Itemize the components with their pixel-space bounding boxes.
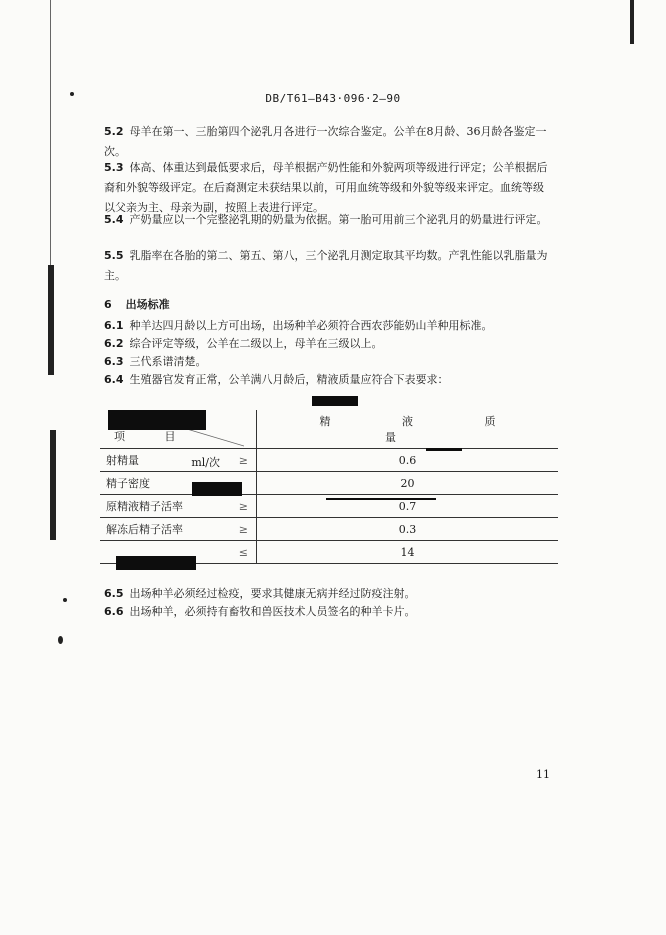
semen-quality-table [100, 410, 558, 564]
redaction-bar [312, 396, 358, 406]
punch-hole [63, 598, 67, 602]
table-row: ≤ 14 [100, 541, 558, 564]
scan-edge-mark [630, 0, 634, 44]
redaction-bar [326, 498, 436, 500]
clause-6-6: 6.6 出场种羊，必须持有畜牧和兽医技术人员签名的种羊卡片。 [104, 605, 416, 618]
clause-6-1: 6.1 种羊达四月龄以上方可出场，出场种羊必须符合西农莎能奶山羊种用标准。 [104, 319, 493, 332]
clause-6-4: 6.4 生殖器官发育正常，公羊满八月龄后，精液质量应符合下表要求： [104, 373, 449, 386]
redaction-bar [116, 556, 196, 570]
redaction-bar [426, 448, 462, 451]
clause-6-2: 6.2 综合评定等级，公羊在二级以上，母羊在三级以上。 [104, 337, 383, 350]
scan-edge-mark [48, 265, 54, 375]
clause-5-2: 5.2 母羊在第一、三胎第四个泌乳月各进行一次综合鉴定。公羊在8月龄、36月龄各鉴定一次。 [104, 125, 547, 158]
clause-5-3: 5.3 体高、体重达到最低要求后，母羊根据产奶性能和外貌两项等级进行评定；公羊根据后裔和外貌等级评定。在后裔测定未获结果以前，可用血统等级和外貌等级来评定。血统等级以父亲为主、母亲为副，按照上表进行评定。 [104, 161, 548, 214]
clause-6-3: 6.3 三代系谱清楚。 [104, 355, 207, 368]
table-header-quality: 精 液 质 量 [257, 410, 559, 449]
punch-hole [58, 636, 63, 644]
redaction-bar [192, 482, 242, 496]
scan-edge-mark [50, 430, 56, 540]
redaction-bar [108, 410, 206, 430]
clause-6-5: 6.5 出场种羊必须经过检疫，要求其健康无病并经过防疫注射。 [104, 587, 416, 600]
table-row: 解冻后精子活率 ≥ 0.3 [100, 518, 558, 541]
section-6-heading: 6 出场标准 [104, 298, 170, 311]
table-row: 精子密度 20 [100, 472, 558, 495]
table-header-item: 项 目 [100, 410, 257, 449]
clause-5-5: 5.5 乳脂率在各胎的第二、第五、第八，三个泌乳月测定取其平均数。产乳性能以乳脂量为主。 [104, 249, 548, 282]
page-number: 11 [536, 768, 550, 781]
table-row: 原精液精子活率 ≥ 0.7 [100, 495, 558, 518]
clause-5-4: 5.4 产奶量应以一个完整泌乳期的奶量为依据。第一胎可用前三个泌乳月的奶量进行评定。 [104, 213, 548, 226]
table-row: 射精量 ml/次 ≥ 0.6 [100, 449, 558, 472]
document-header: DB/T61—B43·096·2—90 [265, 92, 401, 105]
